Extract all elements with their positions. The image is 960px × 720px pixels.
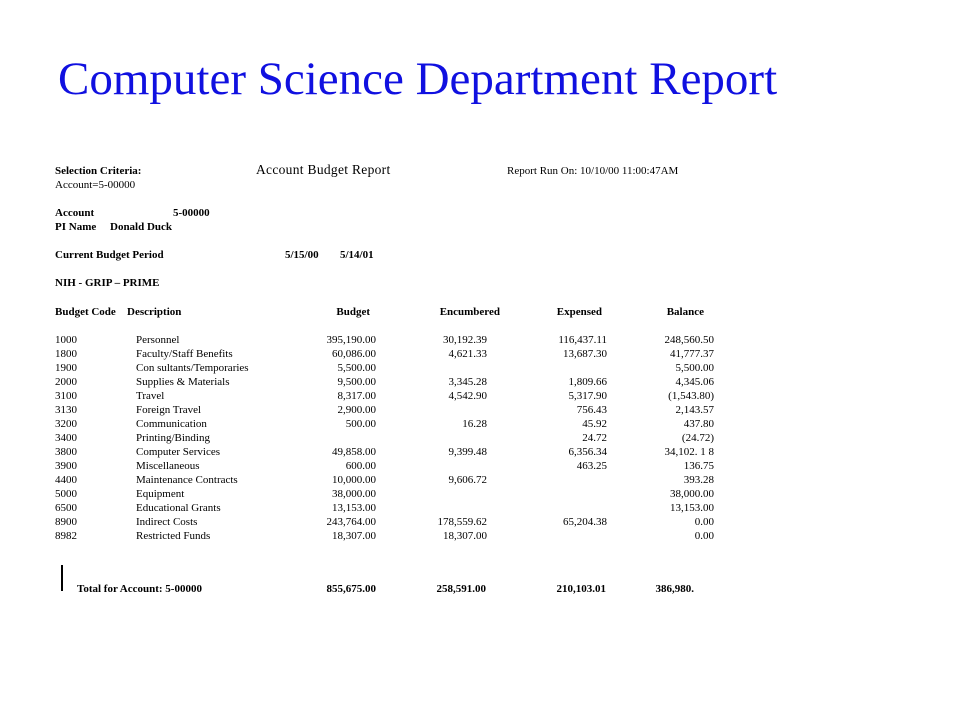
cell-balance: 393.28	[683, 474, 714, 486]
column-header-encumbered: Encumbered	[439, 306, 500, 318]
budget-period-end: 5/14/01	[340, 249, 374, 261]
pi-name-label: PI Name	[55, 221, 97, 233]
slide-title: Computer Science Department Report	[58, 53, 778, 105]
cell-budget-code: 8982	[55, 530, 77, 542]
table-row	[0, 390, 960, 404]
cell-balance: 5,500.00	[675, 362, 714, 374]
column-header-balance: Balance	[666, 306, 704, 318]
cell-encumbered: 9,606.72	[448, 474, 487, 486]
account-label: Account	[55, 207, 95, 219]
cell-budget-code: 3400	[55, 432, 77, 444]
grant-name: NIH - GRIP – PRIME	[55, 277, 160, 289]
cell-balance: 136.75	[683, 460, 714, 472]
cell-description: Supplies & Materials	[136, 376, 230, 388]
cell-description: Equipment	[136, 488, 185, 500]
column-header-code: Budget Code	[55, 306, 116, 318]
cell-description: Foreign Travel	[136, 404, 202, 416]
cell-encumbered: 18,307.00	[443, 530, 487, 542]
cell-encumbered: 30,192.39	[443, 334, 487, 346]
cell-budget-code: 1800	[55, 348, 77, 360]
cell-balance: (24.72)	[681, 432, 714, 444]
cell-budget: 10,000.00	[332, 474, 376, 486]
cell-description: Faculty/Staff Benefits	[136, 348, 233, 360]
cell-budget-code: 3200	[55, 418, 77, 430]
cell-expensed: 45.92	[582, 418, 607, 430]
cell-description: Printing/Binding	[136, 432, 210, 444]
text-cursor	[61, 565, 63, 591]
column-header-description: Description	[127, 306, 182, 318]
cell-description: Computer Services	[136, 446, 221, 458]
cell-balance: 4,345.06	[675, 376, 714, 388]
cell-budget-code: 1900	[55, 362, 77, 374]
cell-budget: 9,500.00	[337, 376, 376, 388]
selection-criteria-value: Account=5-00000	[55, 179, 136, 191]
column-header-expensed: Expensed	[556, 306, 602, 318]
cell-description: Indirect Costs	[136, 516, 198, 528]
table-row	[0, 530, 960, 544]
cell-budget-code: 8900	[55, 516, 77, 528]
cell-expensed: 463.25	[576, 460, 607, 472]
total-expensed: 210,103.01	[556, 583, 606, 595]
cell-balance: (1,543.80)	[668, 390, 714, 402]
column-header-budget: Budget	[336, 306, 370, 318]
table-row	[0, 516, 960, 530]
cell-budget-code: 6500	[55, 502, 77, 514]
cell-budget: 395,190.00	[326, 334, 376, 346]
cell-encumbered: 4,542.90	[448, 390, 487, 402]
cell-expensed: 13,687.30	[563, 348, 607, 360]
cell-budget-code: 3100	[55, 390, 77, 402]
cell-expensed: 756.43	[576, 404, 607, 416]
cell-encumbered: 16.28	[462, 418, 487, 430]
cell-description: Personnel	[136, 334, 180, 346]
cell-budget: 49,858.00	[332, 446, 376, 458]
table-row	[0, 376, 960, 390]
selection-criteria-label: Selection Criteria:	[55, 165, 142, 177]
table-row	[0, 474, 960, 488]
cell-encumbered: 178,559.62	[437, 516, 487, 528]
cell-description: Educational Grants	[136, 502, 221, 514]
cell-budget: 500.00	[345, 418, 376, 430]
cell-balance: 13,153.00	[670, 502, 714, 514]
cell-budget: 2,900.00	[337, 404, 376, 416]
budget-period-label: Current Budget Period	[55, 249, 164, 261]
cell-encumbered: 9,399.48	[448, 446, 487, 458]
table-row	[0, 460, 960, 474]
cell-budget-code: 3900	[55, 460, 77, 472]
cell-encumbered: 3,345.28	[448, 376, 487, 388]
cell-balance: 0.00	[694, 516, 714, 528]
cell-expensed: 24.72	[582, 432, 607, 444]
table-row	[0, 446, 960, 460]
table-row	[0, 488, 960, 502]
cell-budget: 60,086.00	[332, 348, 376, 360]
pi-name-value: Donald Duck	[110, 221, 173, 233]
cell-description: Miscellaneous	[136, 460, 200, 472]
cell-balance: 437.80	[683, 418, 714, 430]
table-row	[0, 432, 960, 446]
cell-balance: 34,102. 1 8	[664, 446, 714, 458]
cell-description: Communication	[136, 418, 207, 430]
table-row	[0, 362, 960, 376]
cell-budget-code: 3800	[55, 446, 77, 458]
cell-budget-code: 3130	[55, 404, 77, 416]
cell-budget: 13,153.00	[332, 502, 376, 514]
cell-expensed: 6,356.34	[568, 446, 607, 458]
cell-description: Travel	[136, 390, 165, 402]
cell-description: Restricted Funds	[136, 530, 211, 542]
report-run-on: Report Run On: 10/10/00 11:00:47AM	[507, 165, 679, 177]
table-row	[0, 334, 960, 348]
cell-budget: 8,317.00	[337, 390, 376, 402]
cell-budget-code: 2000	[55, 376, 77, 388]
table-row	[0, 404, 960, 418]
cell-budget: 18,307.00	[332, 530, 376, 542]
account-value: 5-00000	[173, 207, 210, 219]
total-balance: 386,980.	[655, 583, 694, 595]
cell-budget: 5,500.00	[337, 362, 376, 374]
cell-balance: 41,777.37	[670, 348, 714, 360]
cell-budget: 38,000.00	[332, 488, 376, 500]
total-encumbered: 258,591.00	[436, 583, 486, 595]
cell-balance: 38,000.00	[670, 488, 714, 500]
cell-description: Maintenance Contracts	[136, 474, 238, 486]
table-row	[0, 418, 960, 432]
cell-description: Con sultants/Temporaries	[136, 362, 249, 374]
cell-balance: 0.00	[694, 530, 714, 542]
cell-encumbered: 4,621.33	[448, 348, 487, 360]
total-budget: 855,675.00	[326, 583, 376, 595]
cell-expensed: 116,437.11	[558, 334, 607, 346]
cell-expensed: 65,204.38	[563, 516, 607, 528]
cell-budget-code: 5000	[55, 488, 77, 500]
table-row	[0, 502, 960, 516]
cell-expensed: 5,317.90	[568, 390, 607, 402]
cell-balance: 2,143.57	[675, 404, 714, 416]
cell-budget: 600.00	[345, 460, 376, 472]
cell-budget: 243,764.00	[326, 516, 376, 528]
cell-budget-code: 1000	[55, 334, 77, 346]
cell-expensed: 1,809.66	[568, 376, 607, 388]
cell-budget-code: 4400	[55, 474, 77, 486]
report-title: Account Budget Report	[256, 162, 391, 177]
table-row	[0, 348, 960, 362]
budget-period-start: 5/15/00	[285, 249, 319, 261]
cell-balance: 248,560.50	[664, 334, 714, 346]
total-label: Total for Account: 5-00000	[77, 583, 202, 595]
